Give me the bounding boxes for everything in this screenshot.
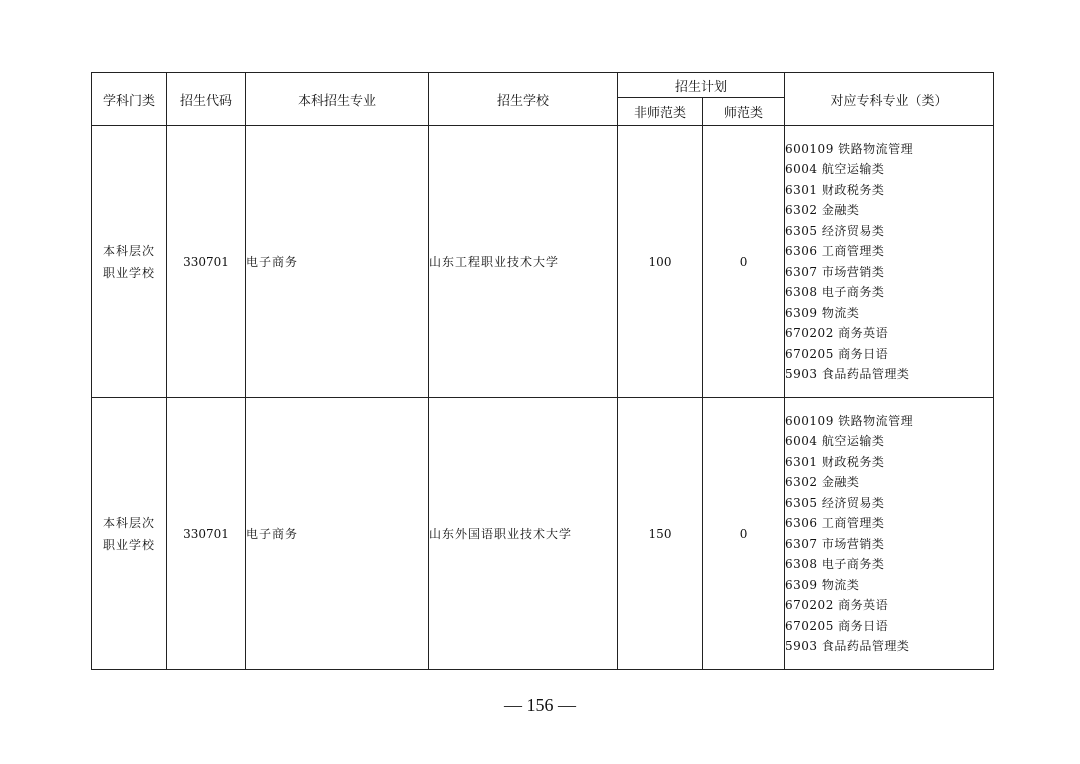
related-major-item: 670202 商务英语: [785, 598, 889, 612]
related-major-item: 6309 物流类: [785, 577, 860, 592]
related-major-item: 670202 商务英语: [785, 326, 889, 340]
category-cell: [92, 398, 167, 670]
header-non-normal: 非师范类: [618, 98, 703, 126]
table-row: [92, 398, 994, 670]
related-major-item: 6302 金融类: [785, 475, 860, 489]
related-major-item: 6308 电子商务类: [785, 285, 885, 299]
table-row: [92, 126, 994, 398]
page-number: — 156 —: [504, 695, 576, 715]
header-school: 招生学校: [429, 73, 618, 126]
related-major-item: 6004 航空运输类: [785, 434, 885, 448]
category-line: 职业学校: [102, 537, 155, 552]
major-cell: 电子商务: [246, 398, 429, 670]
related-major-item: 670205 商务日语: [785, 346, 889, 361]
header-category: 学科门类: [92, 73, 167, 126]
related-major-item: 6307 市场营销类: [785, 536, 885, 551]
table-header-row: [92, 73, 994, 98]
normal-cell: 0: [703, 126, 785, 398]
header-major: 本科招生专业: [246, 73, 429, 126]
related-major-item: 600109 铁路物流管理: [785, 141, 914, 156]
enrollment-plan-table: [91, 72, 994, 670]
major-cell: 电子商务: [246, 126, 429, 398]
related-major-item: 6305 经济贸易类: [785, 223, 885, 238]
related-major-item: 6306 工商管理类: [785, 244, 885, 258]
header-normal: 师范类: [703, 98, 785, 126]
school-cell: 山东外国语职业技术大学: [429, 398, 618, 670]
related-major-item: 5903 食品药品管理类: [785, 367, 910, 381]
related-major-item: 6301 财政税务类: [785, 454, 885, 469]
category-line: 职业学校: [102, 265, 155, 280]
related-major-item: 6306 工商管理类: [785, 516, 885, 530]
category-cell: [92, 126, 167, 398]
related-major-item: 6308 电子商务类: [785, 557, 885, 571]
related-majors-cell: [785, 398, 994, 670]
header-code: 招生代码: [167, 73, 246, 126]
related-major-item: 6301 财政税务类: [785, 182, 885, 197]
category-line: 本科层次: [102, 515, 155, 530]
related-major-item: 6302 金融类: [785, 203, 860, 217]
category-line: 本科层次: [102, 243, 155, 258]
header-plan: 招生计划: [618, 73, 785, 98]
non-normal-cell: 150: [618, 398, 703, 670]
related-major-item: 600109 铁路物流管理: [785, 413, 914, 428]
related-major-item: 670205 商务日语: [785, 618, 889, 633]
related-major-item: 6305 经济贸易类: [785, 495, 885, 510]
related-majors-cell: [785, 126, 994, 398]
related-major-item: 5903 食品药品管理类: [785, 639, 910, 653]
normal-cell: 0: [703, 398, 785, 670]
related-major-item: 6307 市场营销类: [785, 264, 885, 279]
code-cell: 330701: [167, 126, 246, 398]
related-major-item: 6309 物流类: [785, 305, 860, 320]
non-normal-cell: 100: [618, 126, 703, 398]
code-cell: 330701: [167, 398, 246, 670]
school-cell: 山东工程职业技术大学: [429, 126, 618, 398]
header-related: 对应专科专业（类）: [785, 73, 994, 126]
related-major-item: 6004 航空运输类: [785, 162, 885, 176]
